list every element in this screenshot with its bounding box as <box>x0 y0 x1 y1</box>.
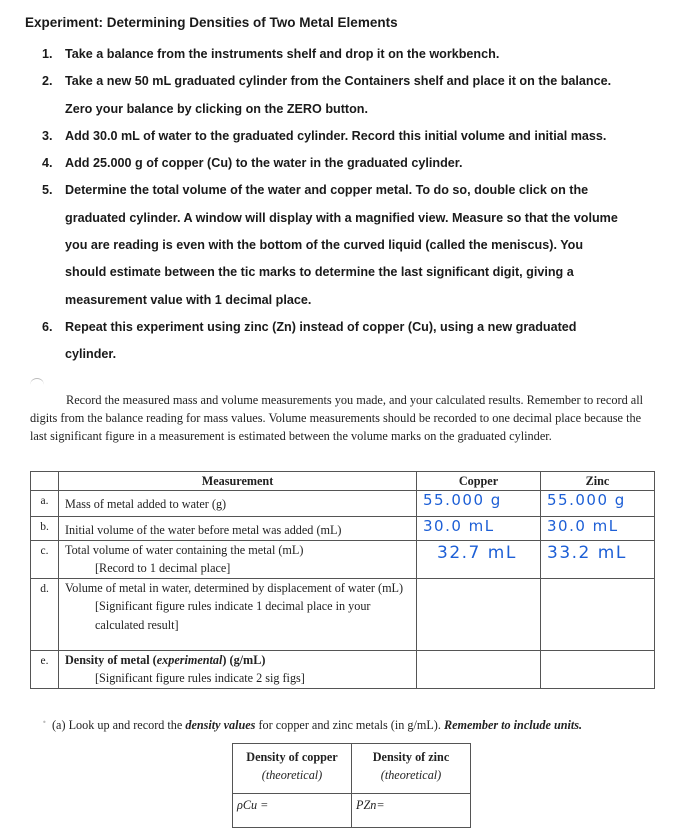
zinc-density-answer-cell[interactable] <box>352 794 471 828</box>
copper-density-label: ρCu = <box>237 798 269 812</box>
table-row <box>31 491 655 517</box>
copper-density-title: Density of copper <box>246 750 338 764</box>
step-number: 3. <box>42 128 53 143</box>
zinc-density-header <box>352 744 471 794</box>
copper-value-cell[interactable] <box>417 517 541 541</box>
step-item <box>25 68 665 123</box>
row-description-suffix: ) (g/mL) <box>222 653 266 667</box>
step-text: Zero your balance by clicking on the ZERO button. <box>65 101 368 116</box>
row-letter-cell <box>31 541 59 579</box>
step-number: 2. <box>42 74 53 89</box>
step-number: 4. <box>42 156 53 171</box>
step-text: graduated cylinder. A window will display with a magnified view. Measure so that the volume <box>65 210 618 225</box>
copper-header: Copper <box>417 472 541 491</box>
table-row <box>31 541 655 579</box>
step-text: Take a new 50 mL graduated cylinder from the Containers shelf and place it on the balance. <box>65 74 612 89</box>
table-header-row <box>31 472 655 491</box>
copper-density-answer-cell[interactable] <box>233 794 352 828</box>
row-letter: b. <box>40 521 49 533</box>
row-description: Initial volume of the water before metal was added (mL) <box>65 523 342 537</box>
copper-value-cell[interactable] <box>417 541 541 579</box>
question-middle: for copper and zinc metals (in g/mL). <box>255 718 444 732</box>
zinc-mass-value: 55.000 g <box>547 491 626 509</box>
row-description <box>65 651 416 669</box>
page-title: Experiment: Determining Densities of Two Metal Elements <box>25 15 398 30</box>
copper-value-cell[interactable] <box>417 651 541 689</box>
density-header-row <box>233 744 471 794</box>
question-reminder: Remember to include units. <box>443 718 583 732</box>
row-description: Total volume of water containing the metal (mL) <box>65 543 304 557</box>
zinc-value-cell[interactable] <box>541 491 655 517</box>
step-text: Add 30.0 mL of water to the graduated cylinder. Record this initial volume and initial mass. <box>65 128 607 143</box>
row-desc-cell <box>59 491 417 517</box>
table-row <box>31 517 655 541</box>
step-text: Add 25.000 g of copper (Cu) to the water in the graduated cylinder. <box>65 156 463 171</box>
zinc-header: Zinc <box>541 472 655 491</box>
question-prefix: (a) Look up and record the <box>52 718 186 732</box>
copper-total-volume-value: 32.7 mL <box>437 543 517 563</box>
zinc-density-subtitle: (theoretical) <box>380 768 442 782</box>
row-description-prefix: Density of metal ( <box>65 653 157 667</box>
table-row <box>31 579 655 651</box>
copper-initial-volume-value: 30.0 mL <box>423 517 495 535</box>
step-text: should estimate between the tic marks to determine the last significant digit, giving a <box>65 265 574 280</box>
zinc-density-label: PZn= <box>356 798 385 812</box>
zinc-value-cell[interactable] <box>541 541 655 579</box>
copper-value-cell[interactable] <box>417 491 541 517</box>
step-item <box>25 123 665 150</box>
section-divider <box>30 378 44 385</box>
row-letter-cell <box>31 651 59 689</box>
step-number: 1. <box>42 47 53 61</box>
density-answer-row <box>233 794 471 828</box>
instruction-steps <box>25 41 665 369</box>
measurement-header: Measurement <box>59 472 417 491</box>
row-description: Volume of metal in water, determined by displacement of water (mL) <box>65 581 404 595</box>
row-desc-cell <box>59 541 417 579</box>
question-a <box>52 718 667 733</box>
step-text: Take a balance from the instruments shelf and drop it on the workbench. <box>65 47 500 61</box>
zinc-density-title: Density of zinc <box>372 750 450 764</box>
copper-mass-value: 55.000 g <box>423 491 502 509</box>
step-item <box>25 41 665 68</box>
step-number: 5. <box>42 183 53 198</box>
row-note: [Significant figure rules indicate 2 sig figs] <box>95 671 305 686</box>
step-text: measurement value with 1 decimal place. <box>65 292 312 307</box>
row-letter-cell <box>31 579 59 651</box>
row-desc-cell <box>59 579 417 651</box>
question-emphasis: density values <box>185 718 256 732</box>
table-row <box>31 651 655 689</box>
row-letter: a. <box>40 495 49 507</box>
step-text: you are reading is even with the bottom of the curved liquid (called the meniscus). You <box>65 238 584 253</box>
step-number: 6. <box>42 319 53 334</box>
row-letter-cell <box>31 491 59 517</box>
density-table <box>232 743 471 828</box>
row-note: [Significant figure rules indicate 1 decimal place in your calculated result] <box>95 599 371 632</box>
step-item <box>25 177 665 313</box>
zinc-value-cell[interactable] <box>541 517 655 541</box>
row-description-italic: experimental <box>156 653 223 667</box>
measurement-table <box>30 471 655 689</box>
step-item <box>25 314 665 369</box>
zinc-value-cell[interactable] <box>541 579 655 651</box>
row-letter: e. <box>40 655 49 667</box>
row-note: [Record to 1 decimal place] <box>95 561 231 576</box>
copper-density-subtitle: (theoretical) <box>261 768 323 782</box>
row-description: Mass of metal added to water (g) <box>65 497 227 511</box>
step-text: Determine the total volume of the water and copper metal. To do so, double click on the <box>65 183 589 198</box>
zinc-total-volume-value: 33.2 mL <box>547 543 627 563</box>
step-item <box>25 150 665 177</box>
zinc-value-cell[interactable] <box>541 651 655 689</box>
row-letter-cell <box>31 517 59 541</box>
copper-value-cell[interactable] <box>417 579 541 651</box>
step-text: Repeat this experiment using zinc (Zn) instead of copper (Cu), using a new graduated <box>65 319 577 334</box>
table-header-cell <box>31 472 59 491</box>
row-letter: d. <box>40 583 49 595</box>
step-text: cylinder. <box>65 347 117 362</box>
row-desc-cell <box>59 651 417 689</box>
question-bullet: • <box>42 718 47 727</box>
copper-density-header <box>233 744 352 794</box>
zinc-initial-volume-value: 30.0 mL <box>547 517 619 535</box>
row-letter: c. <box>40 545 49 557</box>
row-desc-cell <box>59 517 417 541</box>
intro-paragraph: Record the measured mass and volume measurements you made, and your calculated results. Remember to record all digits from the balance reading for mass values. Volume measurements should be recorded to one decimal place because the last significant figure in a measurement is estimated between the volume marks on the graduated cylinder. <box>30 393 644 444</box>
